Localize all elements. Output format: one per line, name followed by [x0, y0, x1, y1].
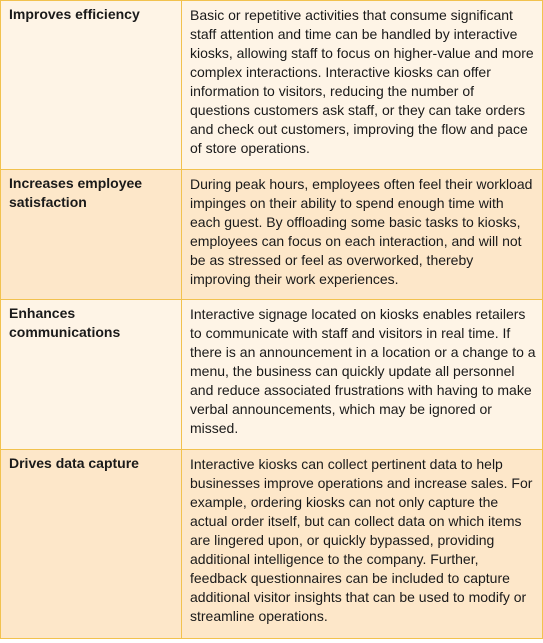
benefit-description: Basic or repetitive activities that consume significant staff attention and time can be handled by interactive kiosks, allowing staff to focus on higher-value and more complex interactions. Interactive kiosks can offer information to visitors, reducing the number of questions customers ask staff, or they can take orders and check out customers, improving the flow and pace of store operations. [182, 1, 543, 170]
benefit-description: Interactive signage located on kiosks enables retailers to communicate with staff and visitors in real time. If there is an announcement in a location or a change to a menu, the business can quickly update all personnel and reduce associated frustrations with having to make verbal announcements, which may be ignored or missed. [182, 300, 543, 450]
table-row [1, 1, 543, 170]
table-row [1, 450, 543, 639]
benefit-term: Drives data capture [1, 450, 182, 639]
table-row [1, 300, 543, 450]
benefit-term: Enhances communications [1, 300, 182, 450]
benefit-description: During peak hours, employees often feel their workload impinges on their ability to spend enough time with each guest. By offloading some basic tasks to kiosks, employees can focus on each interaction, and will not be as stressed or feel as overworked, thereby improving their work experiences. [182, 170, 543, 300]
benefit-term: Improves efficiency [1, 1, 182, 170]
benefit-description: Interactive kiosks can collect pertinent data to help businesses improve operations and increase sales. For example, ordering kiosks can not only capture the actual order itself, but can collect data on which items are lingered upon, or quickly bypassed, providing additional intelligence to the company. Further, feedback questionnaires can be included to capture additional visitor insights that can be used to modify or streamline operations. [182, 450, 543, 639]
table-row [1, 170, 543, 300]
benefit-term: Increases employee satisfaction [1, 170, 182, 300]
